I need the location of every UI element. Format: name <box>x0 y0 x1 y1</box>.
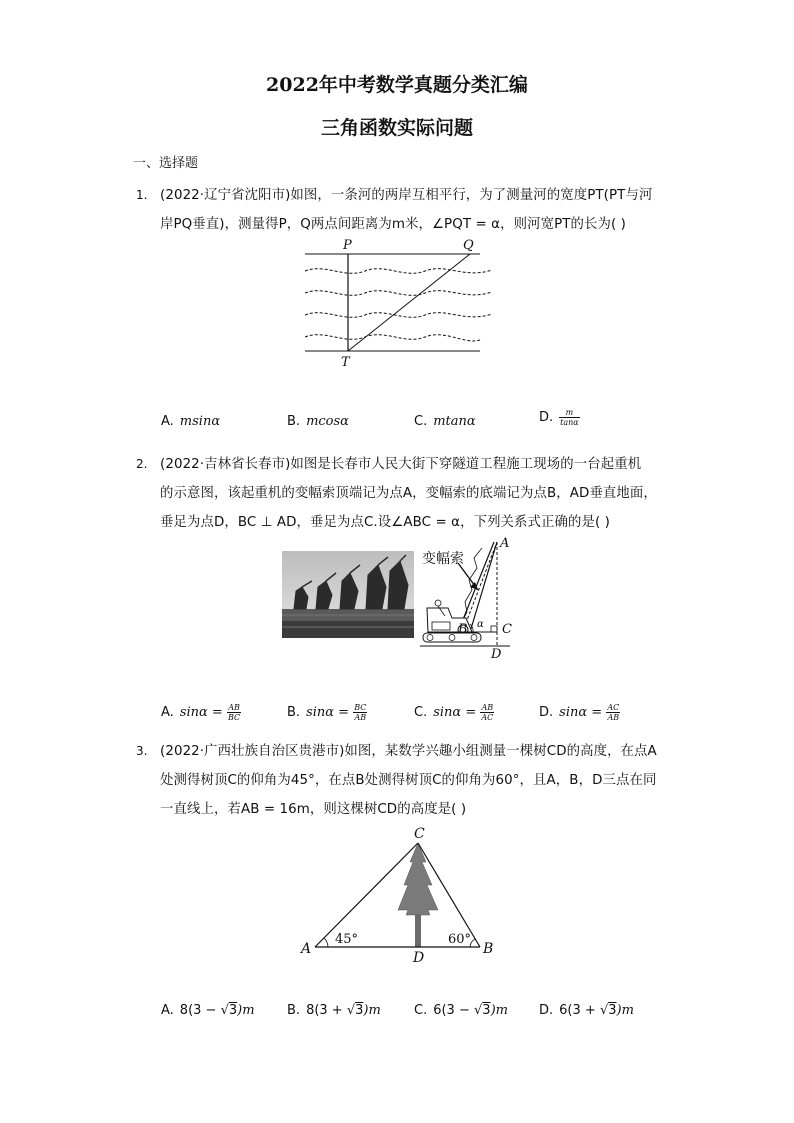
question-1-number: 1. <box>136 188 148 202</box>
question-3-option-a[interactable] <box>161 1003 255 1018</box>
option-suffix: )m <box>490 1003 508 1018</box>
option-prefix: sinα = <box>433 705 477 720</box>
label-c: C <box>414 826 425 842</box>
document-subtitle: 三角函数实际问题 <box>320 117 473 139</box>
option-fraction: $\frac{AB}{AC}$ <box>481 703 494 722</box>
option-suffix: )m <box>616 1003 634 1018</box>
question-3-option-c[interactable] <box>414 1003 508 1018</box>
label-cable: 变幅索 <box>422 551 464 567</box>
label-b: B <box>458 622 468 637</box>
label-d: D <box>491 647 502 662</box>
option-prefix: 8(3 − <box>179 1003 221 1018</box>
option-prefix: sinα = <box>179 705 223 720</box>
label-a: A <box>500 536 510 551</box>
document-title: 2022年中考数学真题分类汇编 <box>266 74 528 96</box>
option-fraction: $\frac{m}{\tan\alpha}$ <box>560 408 579 427</box>
label-angle-60: 60° <box>448 932 472 947</box>
sqrt-radicand: 3 <box>228 1003 238 1018</box>
option-prefix: sinα = <box>306 705 350 720</box>
option-prefix: sinα = <box>559 705 603 720</box>
option-label: C. <box>414 1003 428 1018</box>
option-label: A. <box>161 414 174 429</box>
label-p: P <box>343 238 352 253</box>
sqrt-symbol: √ <box>346 1003 356 1018</box>
label-d: D <box>413 950 425 966</box>
sqrt-radicand: 3 <box>482 1003 491 1018</box>
option-suffix: )m <box>237 1003 255 1018</box>
option-prefix: 8(3 + <box>306 1003 347 1018</box>
sqrt-symbol: √ <box>599 1003 609 1018</box>
tree-crown <box>398 843 438 915</box>
option-fraction: $\frac{AC}{AB}$ <box>607 703 620 722</box>
option-fraction: $\frac{BC}{AB}$ <box>354 703 367 722</box>
question-3-line-2: 处测得树顶C的仰角为45°，在点B处测得树顶C的仰角为60°，且A，B，D三点在同 <box>160 773 657 788</box>
sqrt-radicand: 3 <box>608 1003 617 1018</box>
question-3-number: 3. <box>136 744 148 758</box>
option-text: msinα <box>179 414 221 429</box>
option-prefix: 6(3 − <box>433 1003 474 1018</box>
option-label: B. <box>287 1003 301 1018</box>
option-prefix: 6(3 + <box>559 1003 600 1018</box>
option-label: D. <box>539 410 554 425</box>
option-fraction: $\frac{AB}{BC}$ <box>227 703 241 722</box>
option-text: mtanα <box>433 414 476 429</box>
question-3-line-1: (2022·广西壮族自治区贵港市)如图，某数学兴趣小组测量一棵树CD的高度，在点A <box>160 744 657 759</box>
question-3-option-b[interactable] <box>287 1003 381 1018</box>
sqrt-symbol: √ <box>220 1003 229 1018</box>
option-label: A. <box>161 705 174 720</box>
label-angle-45: 45° <box>335 932 359 947</box>
question-1-line-1: (2022·辽宁省沈阳市)如图，一条河的两岸互相平行，为了测量河的宽度PT(PT与河 <box>160 188 653 203</box>
question-2-number: 2. <box>136 457 148 471</box>
option-suffix: )m <box>363 1003 381 1018</box>
option-label: B. <box>287 414 301 429</box>
option-label: D. <box>539 705 554 720</box>
question-3-line-3: 一直线上，若AB = 16m，则这棵树CD的高度是( ) <box>160 802 467 817</box>
option-label: D. <box>539 1003 554 1018</box>
option-label: A. <box>161 1003 174 1018</box>
segment-ac <box>315 843 418 947</box>
option-label: B. <box>287 705 301 720</box>
sqrt-symbol: √ <box>474 1003 483 1018</box>
question-1-line-2: 岸PQ垂直)，测量得P，Q两点间距离为m米，∠PQT = α，则河宽PT的长为( ) <box>160 217 626 232</box>
label-t: T <box>341 355 350 370</box>
label-c: C <box>502 622 512 637</box>
label-q: Q <box>463 238 474 253</box>
label-a: A <box>301 941 312 957</box>
option-label: C. <box>414 414 428 429</box>
label-b: B <box>483 941 494 957</box>
option-text: mcosα <box>306 414 349 429</box>
question-2-line-2: 的示意图，该起重机的变幅索顶端记为点A，变幅索的底端记为点B，AD垂直地面， <box>160 486 657 501</box>
option-label: C. <box>414 705 428 720</box>
question-3-option-d[interactable] <box>539 1003 634 1018</box>
label-alpha: α <box>477 619 484 630</box>
question-2-line-1: (2022·吉林省长春市)如图是长春市人民大街下穿隧道工程施工现场的一台起重机 <box>160 457 642 472</box>
section-heading: 一、选择题 <box>133 156 199 171</box>
sqrt-radicand: 3 <box>355 1003 364 1018</box>
question-2-line-3: 垂足为点D，BC ⊥ AD，垂足为点C.设∠ABC = α，下列关系式正确的是( ) <box>160 515 610 530</box>
tree-trunk <box>415 912 421 947</box>
